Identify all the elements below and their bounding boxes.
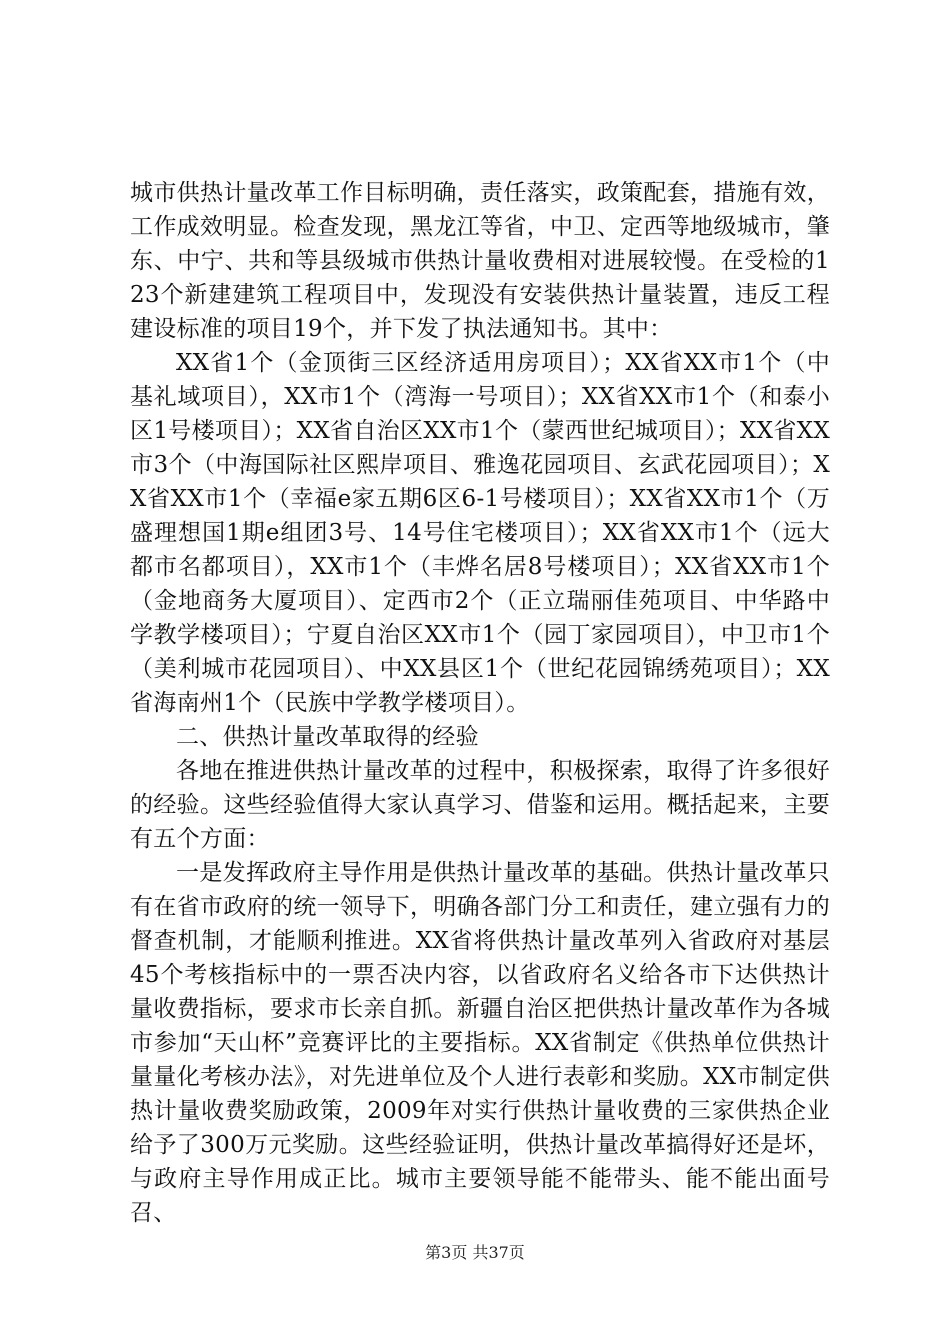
page-footer: 第3页 共37页 <box>425 1243 525 1262</box>
paragraph-2: XX省1个（金顶街三区经济适用房项目）；XX省XX市1个（中基礼域项目），XX市1个（湾海一号项目）；XX省XX市1个（和泰小区1号楼项目）；XX省自治区XX市1个（蒙西世纪城项目）；XX省XX市3个（中海国际社区熙岸项目、雅逸花园项目、玄武花园项目）；XX省XX市1个（幸福e家五期6区6-1号楼项目）；XX省XX市1个（万盛理想国1期e组团3号、14号住宅楼项目）；XX省XX市1个（远大都市名都项目），XX市1个（丰烨名居8号楼项目）；XX省XX市1个（金地商务大厦项目）、定西市2个（正立瑞丽佳苑项目、中华路中学教学楼项目）；宁夏自治区XX市1个（园丁家园项目），中卫市1个（美利城市花园项目）、中XX县区1个（世纪花园锦绣苑项目）；XX省海南州1个（民族中学教学楼项目）。 <box>130 350 830 716</box>
document-body <box>130 176 830 1230</box>
paragraph-4: 一是发挥政府主导作用是供热计量改革的基础。供热计量改革只有在省市政府的统一领导下，明确各部门分工和责任，建立强有力的督查机制，才能顺利推进。XX省将供热计量改革列入省政府对基层45个考核指标中的一票否决内容，以省政府名义给各市下达供热计量收费指标，要求市长亲自抓。新疆自治区把供热计量改革作为各城市参加“天山杯”竞赛评比的主要指标。XX省制定《供热单位供热计量量化考核办法》，对先进单位及个人进行表彰和奖励。XX市制定供热计量收费奖励政策，2009年对实行供热计量收费的三家供热企业给予了300万元奖励。这些经验证明，供热计量改革搞得好还是坏，与政府主导作用成正比。城市主要领导能不能带头、能不能出面号召、 <box>130 860 830 1226</box>
section-heading: 二、供热计量改革取得的经验 <box>176 724 479 750</box>
paragraph-3: 各地在推进供热计量改革的过程中，积极探索，取得了许多很好的经验。这些经验值得大家认真学习、借鉴和运用。概括起来，主要有五个方面： <box>130 758 830 852</box>
paragraph-1: 城市供热计量改革工作目标明确，责任落实，政策配套，措施有效，工作成效明显。检查发现，黑龙江等省，中卫、定西等地级城市，肇东、中宁、共和等县级城市供热计量收费相对进展较慢。在受检的123个新建建筑工程项目中，发现没有安装供热计量装置，违反工程建设标准的项目19个，并下发了执法通知书。其中： <box>130 180 830 342</box>
